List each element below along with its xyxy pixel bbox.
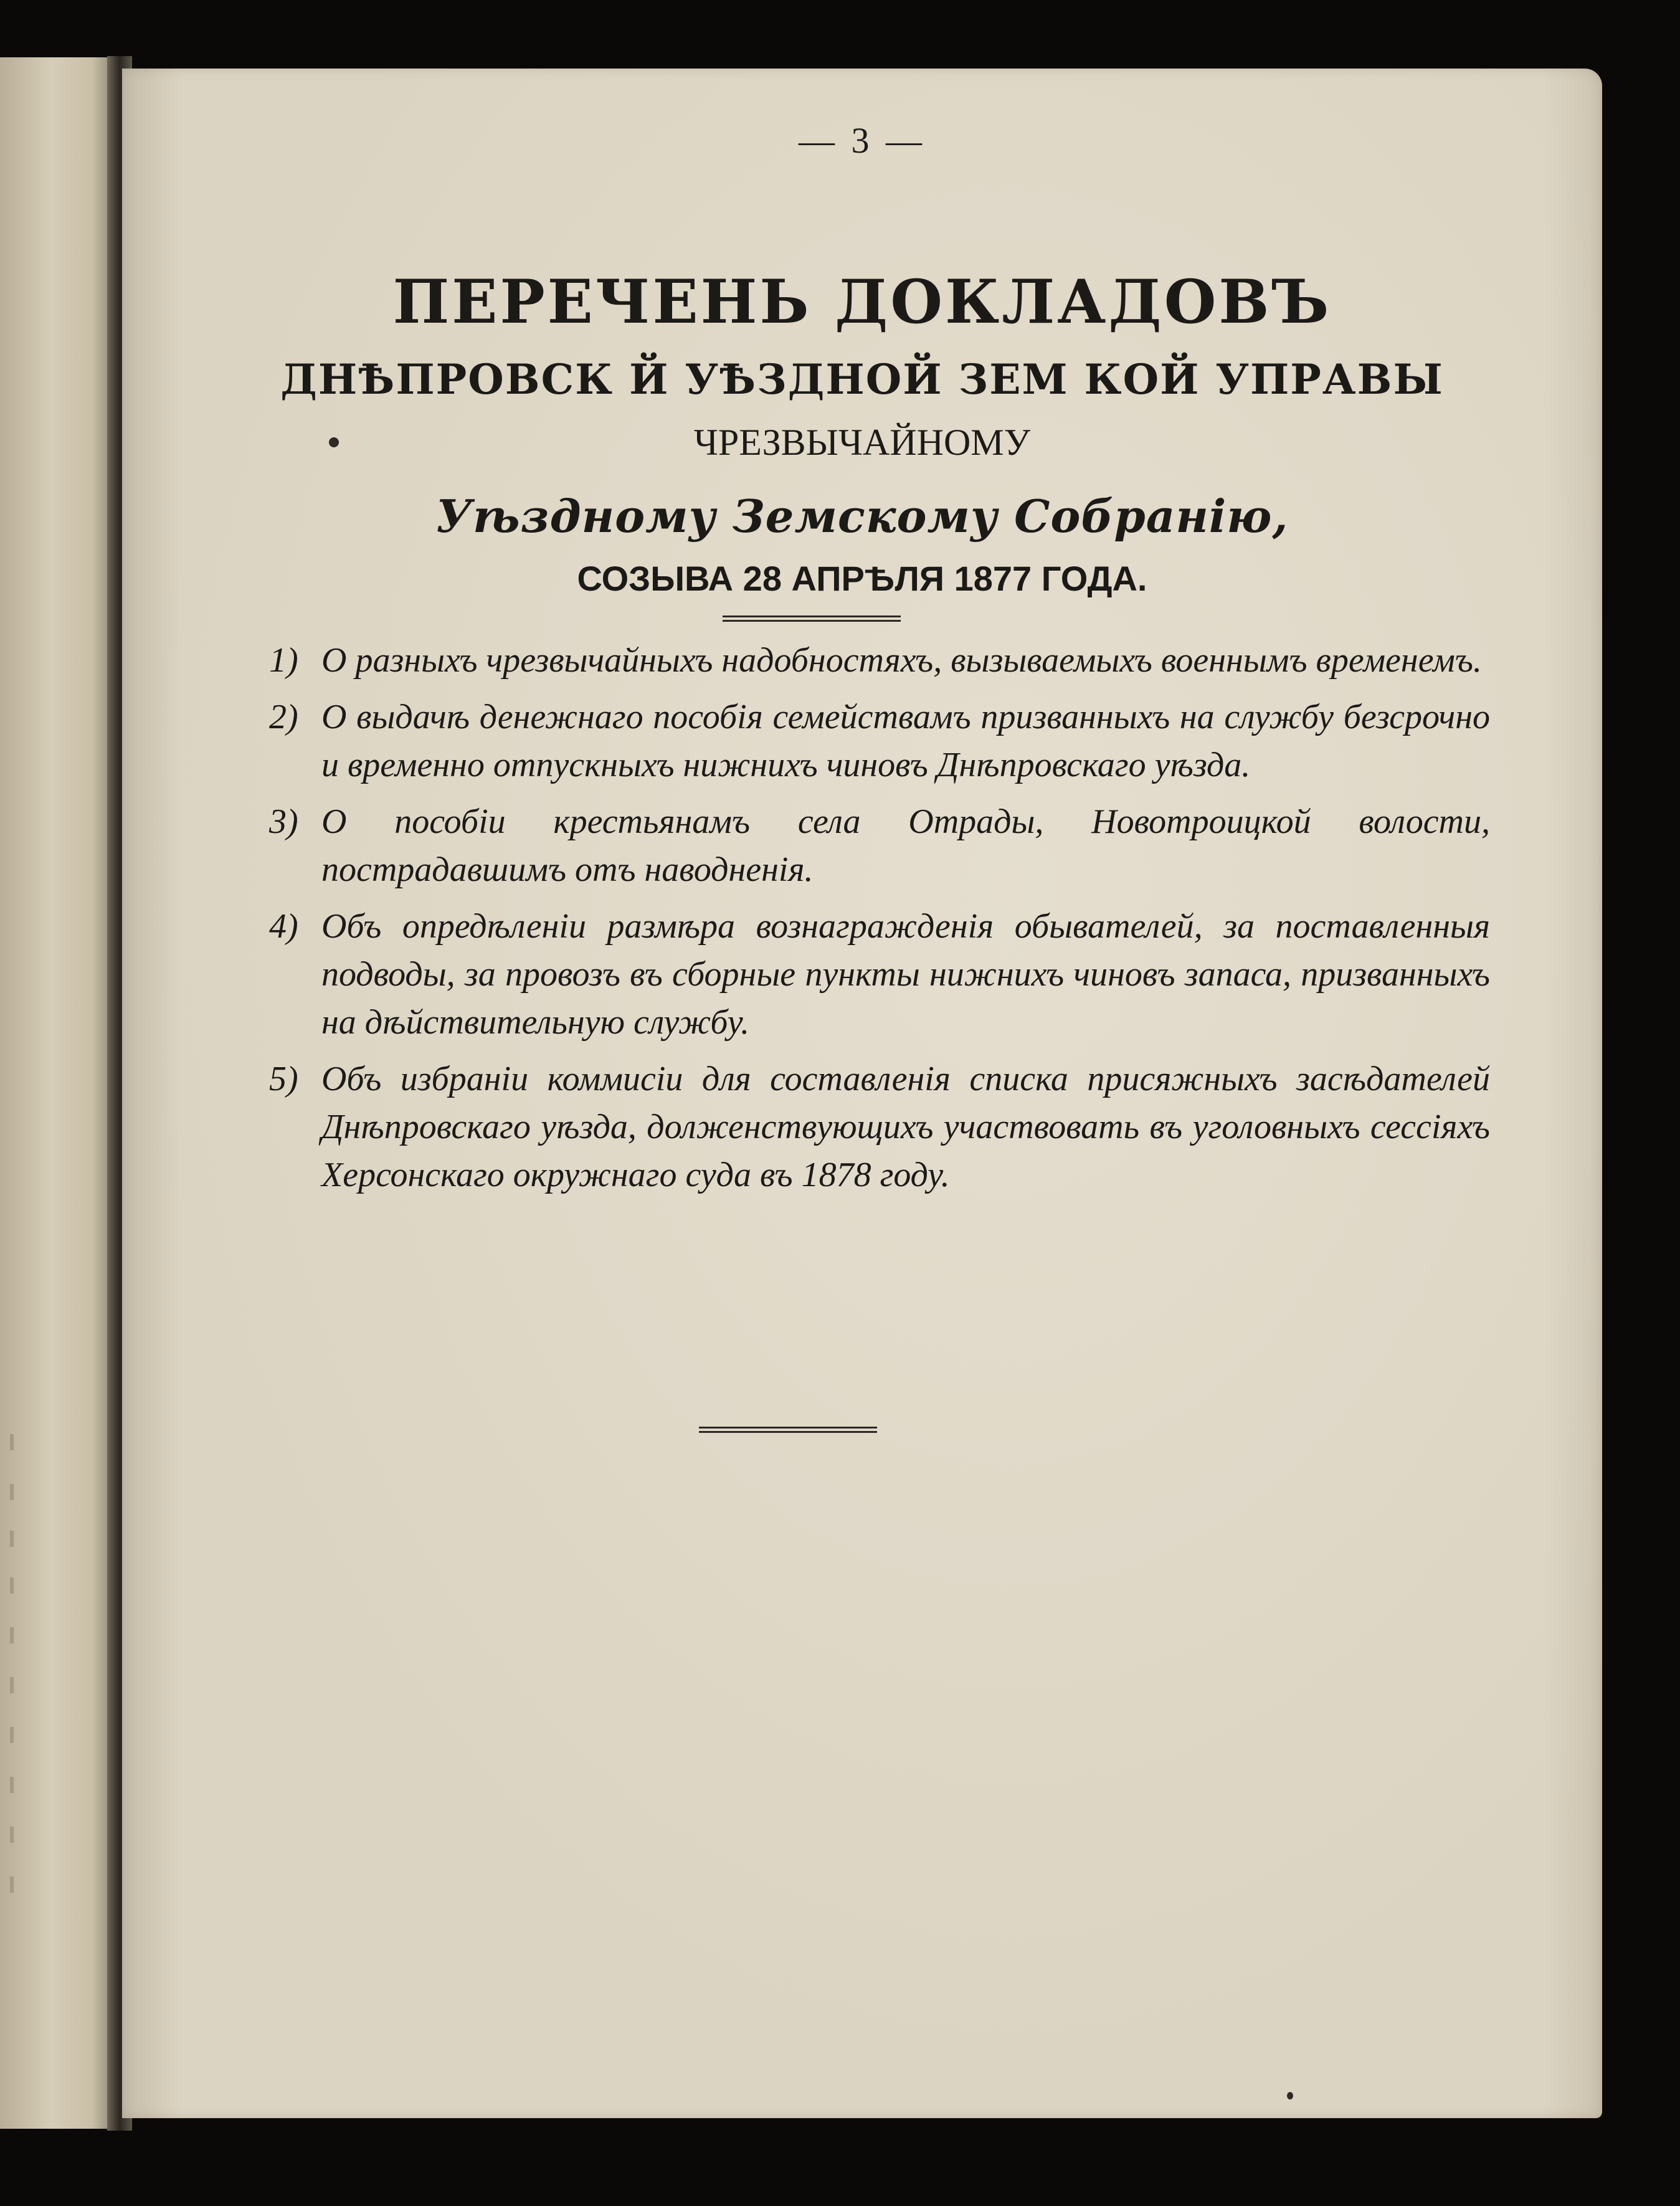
double-rule-divider — [699, 1427, 877, 1433]
page-edge-mark — [10, 1434, 14, 1450]
reports-list — [269, 637, 1490, 1208]
report-item — [269, 693, 1490, 789]
page-edge-mark — [10, 1627, 14, 1643]
title-institution: ДНѢПРОВСК Й УѢЗДНОЙ ЗЕМ КОЙ УПРАВЫ — [280, 355, 1444, 404]
left-page-edge — [0, 57, 115, 2129]
report-item — [269, 798, 1490, 894]
report-number: 4) — [269, 907, 298, 946]
ink-spot — [329, 437, 339, 447]
title-assembly: Уѣздному Земскому Собранію, — [435, 490, 1289, 543]
page-edge-mark — [10, 1577, 14, 1594]
double-rule-divider — [723, 616, 901, 622]
page-edge-mark — [10, 1484, 14, 1500]
report-item — [269, 1055, 1490, 1199]
report-text: О пособіи крестьянамъ села Отрады, Новотроицкой волости, пострадавшимъ отъ наводненія. — [321, 802, 1490, 889]
page-number: — 3 — — [799, 120, 926, 161]
report-item — [269, 637, 1490, 685]
report-number: 1) — [269, 641, 298, 680]
page-edge-mark — [10, 1876, 14, 1893]
page-edge-mark — [10, 1827, 14, 1843]
page-edge-mark — [10, 1677, 14, 1693]
report-number: 5) — [269, 1060, 298, 1098]
page-edge-mark — [10, 1531, 14, 1547]
page-edge-mark — [10, 1727, 14, 1743]
report-text: О разныхъ чрезвычайныхъ надобностяхъ, вызываемыхъ военнымъ временемъ. — [321, 641, 1482, 680]
page-edge-mark — [10, 1777, 14, 1793]
document-title: ПЕРЕЧЕНЬ ДОКЛАДОВЪ — [392, 267, 1332, 337]
report-number: 3) — [269, 802, 298, 841]
report-text: О выдачѣ денежнаго пособія семействамъ призванныхъ на службу безсрочно и временно отпускныхъ нижнихъ чиновъ Днѣпровскаго уѣзда. — [321, 698, 1490, 784]
report-number: 2) — [269, 698, 298, 736]
report-item — [269, 903, 1490, 1047]
title-session-date: СОЗЫВА 28 АПРѢЛЯ 1877 ГОДА. — [577, 559, 1147, 598]
ink-spot — [1287, 2092, 1293, 2099]
document-page — [122, 69, 1602, 2118]
report-text: Объ опредѣленіи размѣра вознагражденія обывателей, за поставленныя подводы, за провозъ въ сборные пункты нижнихъ чиновъ запаса, призванныхъ на дѣйствительную службу. — [321, 907, 1490, 1042]
title-extraordinary: ЧРЕЗВЫЧАЙНОМУ — [693, 422, 1031, 463]
report-text: Объ избраніи коммисіи для составленія списка присяжныхъ засѣдателей Днѣпровскаго уѣзда, долженствующихъ участвовать въ уголовныхъ сессіяхъ Херсонскаго окружнаго суда въ 1878 году. — [321, 1060, 1490, 1194]
